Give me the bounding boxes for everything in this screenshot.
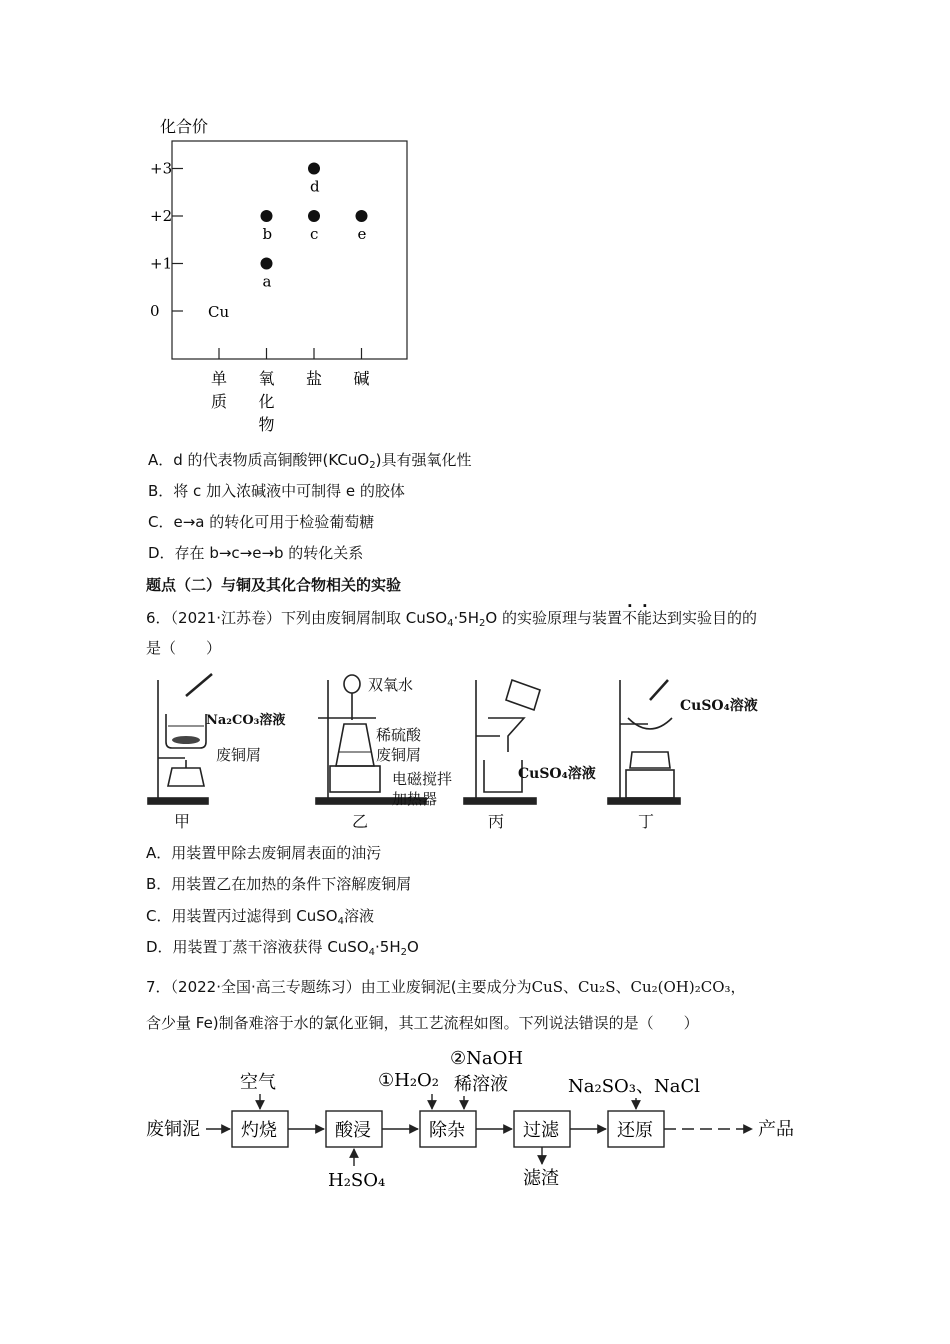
x-tick-label: 氧 (258, 369, 275, 388)
q5-option-b: B．将 c 加入浓碱液中可制得 e 的胶体 (148, 482, 405, 500)
bing-label: 丙 (488, 812, 505, 831)
flow-acid-label: H₂SO₄ (328, 1170, 386, 1191)
ding-label: 丁 (638, 812, 655, 831)
flow-end: 产品 (758, 1119, 794, 1140)
yi-solid-label: 废铜屑 (376, 746, 422, 764)
bing-liquid-label: CuSO₄溶液 (518, 766, 596, 782)
q6-emphasis-neng: 能 (637, 609, 653, 627)
q6-mid: ·5H (453, 609, 480, 627)
apparatus-jia (148, 674, 285, 831)
point-b (261, 210, 273, 222)
y-tick-label: +3 (150, 159, 173, 178)
flow-reduce-reagent: Na₂SO₃、NaCl (568, 1076, 701, 1097)
point-label-d: d (310, 177, 320, 196)
flow-reagent-h2o2: ①H₂O₂ (378, 1070, 440, 1091)
q6-option-c-sub: 4 (337, 916, 344, 927)
y-tick-label: +2 (150, 207, 173, 225)
q6-stem-part3: 达到实验目的的 (652, 609, 758, 627)
point-label-Cu: Cu (208, 303, 230, 321)
ding-liquid-label: CuSO₄溶液 (680, 698, 758, 714)
point-label-c: c (310, 225, 319, 243)
q7-formula-basic-carbonate: Cu₂(OH)₂CO₃ (630, 978, 731, 996)
point-c (308, 210, 320, 222)
point-label-e: e (357, 225, 367, 243)
point-d (308, 163, 320, 175)
point-e (356, 210, 368, 222)
q6-option-c-tail: 溶液 (343, 907, 374, 925)
yi-label: 乙 (352, 812, 369, 831)
q6-option-d-mid: ·5H (375, 938, 401, 956)
q6-option-d-text: D．用装置丁蒸干溶液获得 CuSO (146, 938, 369, 956)
q6-stem-part1: 6．（2021·江苏卷）下列由废铜屑制取 CuSO (146, 609, 448, 627)
x-tick-label: 单 (211, 369, 228, 388)
q6-option-d-sub2: 2 (400, 947, 407, 958)
q7-comma: ， (730, 978, 746, 996)
y-axis-label: 化合价 (160, 117, 209, 136)
point-a (261, 258, 273, 270)
apparatus-figure (0, 660, 950, 840)
flow-residue-label: 滤渣 (523, 1168, 559, 1189)
q6-option-c-text: C．用装置丙过滤得到 CuSO (146, 907, 338, 925)
q7-stem-line2: 含少量 Fe)制备难溶于水的氯化亚铜，其工艺流程如图。下列说法错误的是（ ） (146, 1014, 699, 1032)
q5-option-a-sub: 2 (369, 460, 376, 471)
q6-option-a: A．用装置甲除去废铜屑表面的油污 (146, 844, 382, 862)
yi-acid-label: 稀硫酸 (376, 726, 422, 744)
yi-heater-label-1: 电磁搅拌 (392, 770, 453, 788)
plot-frame (172, 141, 407, 359)
jia-reagent-label: Na₂CO₃溶液 (206, 713, 286, 728)
x-tick-label: 物 (258, 415, 275, 434)
flow-reagent-dilute: 稀溶液 (454, 1074, 508, 1095)
q5-option-a (148, 450, 471, 476)
valence-chart (0, 0, 950, 440)
jia-label: 甲 (174, 812, 191, 831)
q6-option-d (146, 937, 419, 963)
q5-option-a-tail: )具有强氧化性 (375, 451, 472, 469)
q7-sep-1: 、 (563, 978, 579, 996)
q7-formula-cus: CuS (531, 978, 564, 996)
y-tick-label: 0 (150, 302, 160, 320)
q6-stem-line1 (146, 608, 757, 634)
x-tick-label: 盐 (306, 369, 323, 388)
q6-stem-part2: O 的实验原理与装置 (485, 609, 622, 627)
apparatus-bing (464, 680, 596, 831)
q6-option-b: B．用装置乙在加热的条件下溶解废铜屑 (146, 875, 412, 893)
q6-emphasis-bu: 不 (622, 609, 638, 627)
x-tick-label: 碱 (353, 369, 370, 388)
flow-step-4: 过滤 (523, 1120, 559, 1141)
q6-sub4: 4 (447, 618, 454, 629)
flow-step-2: 酸浸 (335, 1120, 371, 1141)
q7-stem-line1 (146, 977, 746, 997)
q6-stem-line2: 是（ ） (146, 639, 222, 657)
flow-start: 废铜泥 (146, 1119, 200, 1140)
apparatus-ding (608, 680, 758, 831)
flow-step-3: 除杂 (429, 1120, 465, 1141)
q6-sub2: 2 (479, 618, 486, 629)
point-label-b: b (262, 225, 273, 243)
q5-option-c: C．e→a 的转化可用于检验葡萄糖 (148, 513, 375, 531)
flow-reagent-naoh: ②NaOH (450, 1048, 524, 1069)
q5-option-d: D．存在 b→c→e→b 的转化关系 (148, 544, 364, 562)
q7-formula-cu2s: Cu₂S (578, 978, 616, 996)
yi-heater-label-2: 加热器 (392, 790, 438, 808)
apparatus-yi (316, 675, 452, 831)
yi-top-label: 双氧水 (368, 676, 414, 694)
flow-step-1: 灼烧 (241, 1120, 277, 1141)
q6-option-c (146, 906, 374, 932)
process-flowchart (0, 1040, 950, 1200)
y-tick-label: +1 (150, 254, 173, 273)
x-tick-label: 化 (258, 392, 275, 411)
section-title: 题点（二）与铜及其化合物相关的实验 (146, 576, 402, 594)
point-label-a: a (262, 272, 272, 291)
x-tick-label: 质 (211, 392, 228, 411)
q6-option-d-tail: O (406, 938, 419, 956)
q7-sep-2: 、 (615, 978, 631, 996)
flow-step-5: 还原 (617, 1120, 653, 1141)
jia-solid-label: 废铜屑 (216, 746, 262, 764)
q6-option-d-sub1: 4 (368, 947, 376, 958)
q5-option-a-text: A．d 的代表物质高铜酸钾(KCuO (148, 451, 370, 469)
flow-air-label: 空气 (240, 1072, 276, 1093)
q7-stem-part1: 7．（2022·全国·高三专题练习）由工业废铜泥(主要成分为 (146, 978, 532, 996)
